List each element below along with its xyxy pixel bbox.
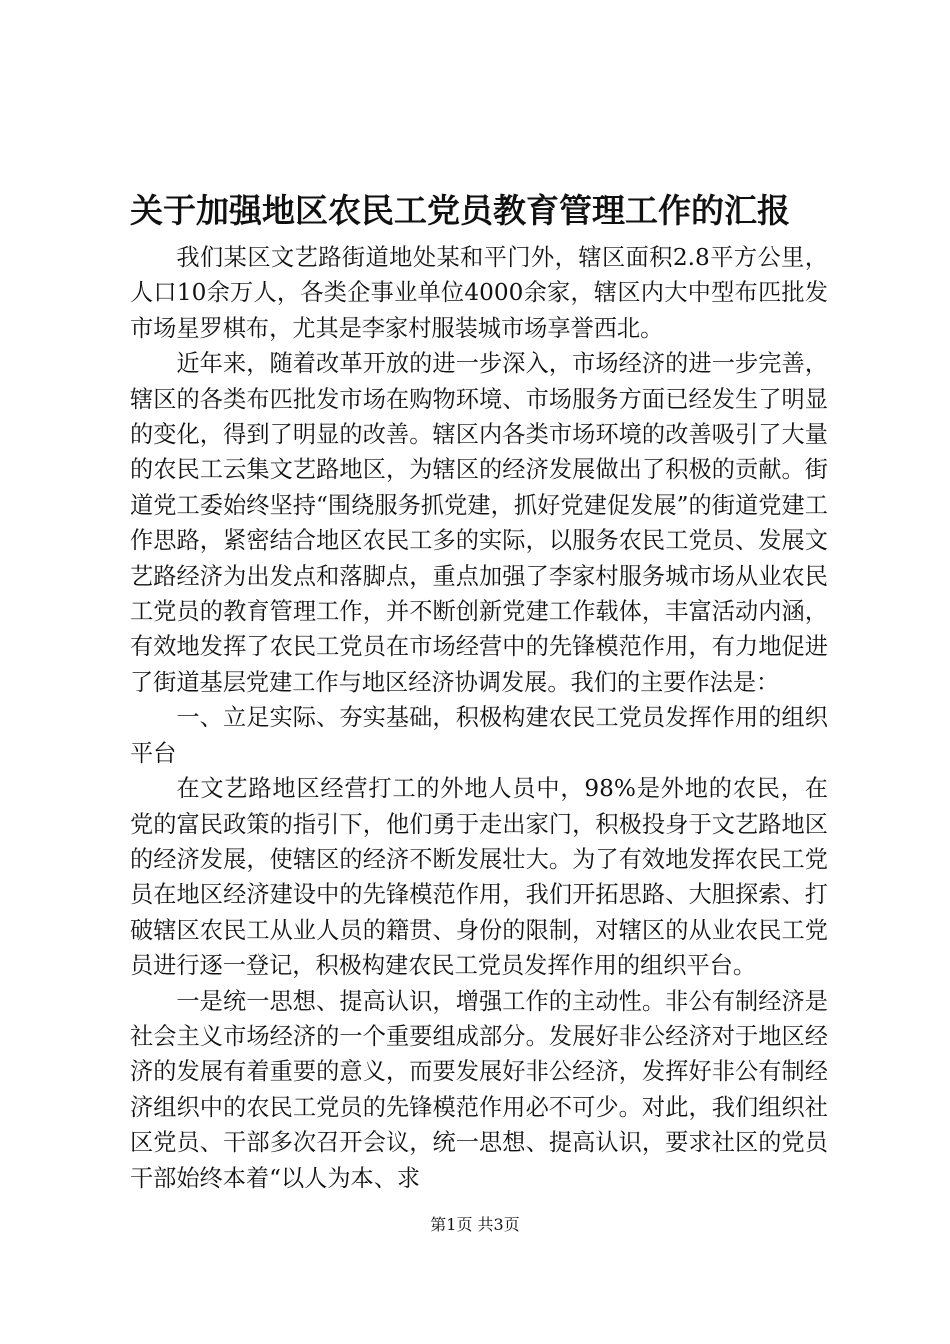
page-footer: 第1页 共3页 — [430, 1215, 520, 1234]
paragraph-point-1: 一是统一思想、提高认识，增强工作的主动性。非公有制经济是社会主义市场经济的一个重要组成部分。发展好非公经济对于地区经济的发展有着重要的意义，而要发展好非公经济，发挥好非公有制经济组织中的农民工党员的先锋模范作用必不可少。对此，我们组织社区党员、干部多次召开会议，统一思想、提高认识，要求社区的党员干部始终本着“以人为本、求 — [130, 987, 828, 1192]
paragraph-section-1: 在文艺路地区经营打工的外地人员中，98%是外地的农民，在党的富民政策的指引下，他们勇于走出家门，积极投身于文艺路地区的经济发展，使辖区的经济不断发展壮大。为了有效地发挥农民工党员在地区经济建设中的先锋模范作用，我们开拓思路、大胆探索、打破辖区农民工从业人员的籍贯、身份的限制，对辖区的从业农民工党员进行逐一登记，积极构建农民工党员发挥作用的组织平台。 — [130, 775, 828, 980]
document-title: 关于加强地区农民工党员教育管理工作的汇报 — [130, 191, 790, 230]
document-page — [130, 188, 828, 1196]
paragraph-background: 近年来，随着改革开放的进一步深入，市场经济的进一步完善，辖区的各类布匹批发市场在购物环境、市场服务方面已经发生了明显的变化，得到了明显的改善。辖区内各类市场环境的改善吸引了大量的农民工云集文艺路地区，为辖区的经济发展做出了积极的贡献。街道党工委始终坚持“围绕服务抓党建，抓好党建促发展”的街道党建工作思路，紧密结合地区农民工多的实际，以服务农民工党员、发展文艺路经济为出发点和落脚点，重点加强了李家村服务城市场从业农民工党员的教育管理工作，并不断创新党建工作载体，丰富活动内涵，有效地发挥了农民工党员在市场经营中的先锋模范作用，有力地促进了街道基层党建工作与地区经济协调发展。我们的主要作法是： — [130, 350, 828, 696]
section-heading-1: 一、立足实际、夯实基础，积极构建农民工党员发挥作用的组织平台 — [130, 704, 828, 767]
paragraph-intro: 我们某区文艺路街道地处某和平门外，辖区面积2.8平方公里，人口10余万人，各类企事业单位4000余家，辖区内大中型布匹批发市场星罗棋布，尤其是李家村服装城市场享誉西北。 — [130, 244, 828, 342]
